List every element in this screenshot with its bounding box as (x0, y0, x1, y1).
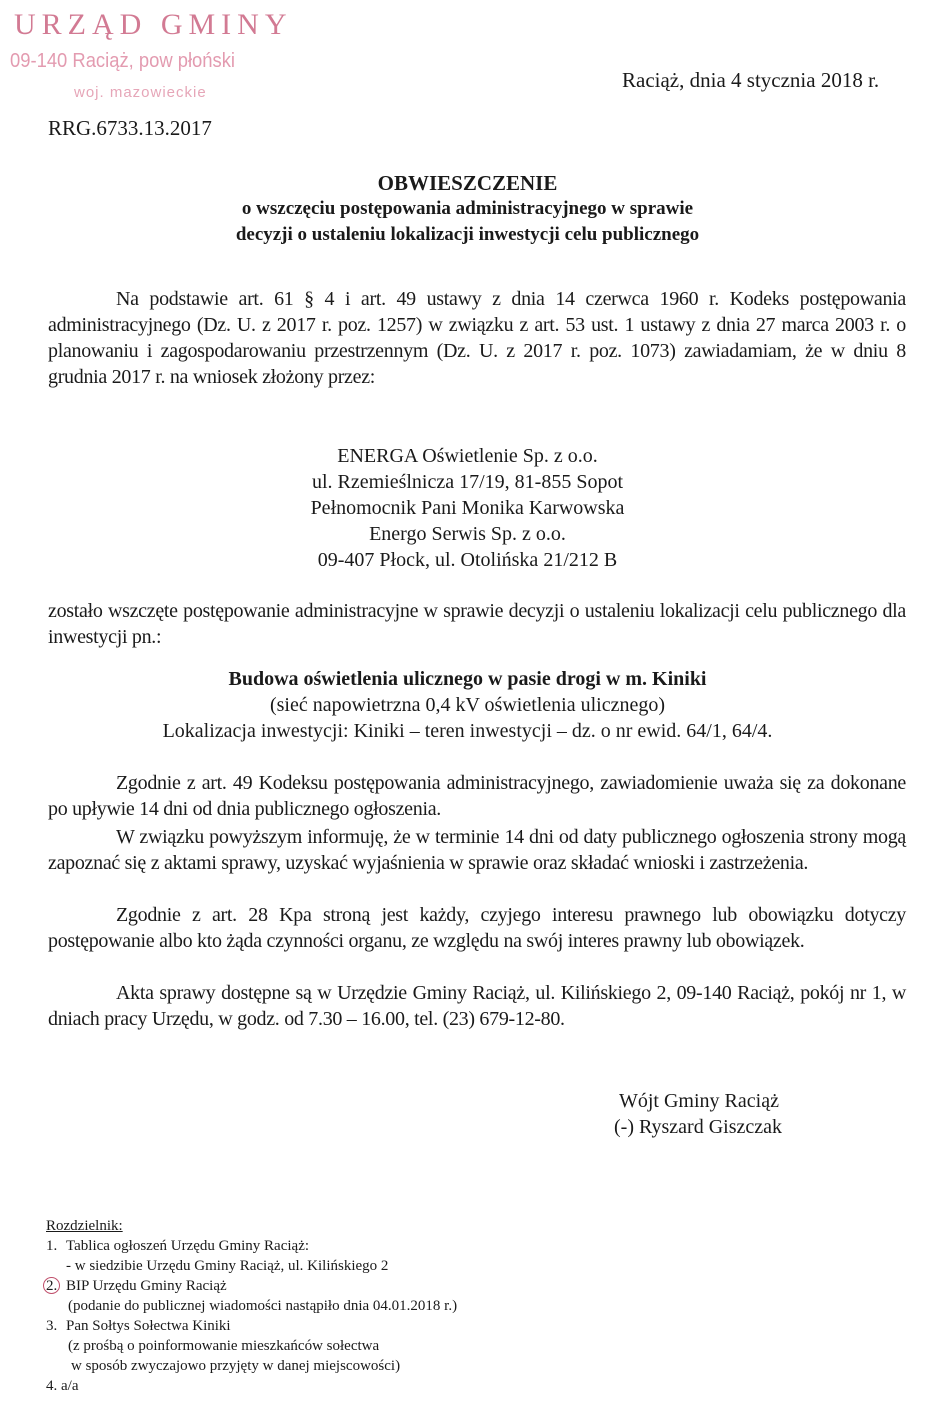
signatory-name: (-) Ryszard Giszczak (614, 1116, 783, 1138)
reference-number: RRG.6733.13.2017 (48, 116, 212, 140)
circled-item-number: 2. (46, 1276, 66, 1296)
item-text: Tablica ogłoszeń Urzędu Gminy Raciąż: (66, 1238, 310, 1254)
document-subtitle-1: o wszczęciu postępowania administracyjnego w sprawie (241, 198, 694, 219)
investment-location: Lokalizacja inwestycji: Kiniki – teren inwestycji – dz. o nr ewid. 64/1, 64/4. (162, 720, 773, 742)
applicant-line: Pełnomocnik Pani Monika Karwowska (310, 497, 625, 519)
document-title: OBWIESZCZENIE (377, 171, 558, 195)
item-text: a/a (61, 1378, 79, 1394)
distribution-subitem: w sposób zwyczajowo przyjęty w danej miejscowości) (71, 1358, 401, 1374)
distribution-heading: Rozdzielnik: (46, 1218, 123, 1234)
paragraph-access-text: W związku powyższym informuję, że w terminie 14 dni od daty publicznego ogłoszenia strony mogą zapoznać się z aktami sprawy, uzyskać wyjaśnienia w sprawie oraz składać wnioski i zastrzeżenia. (48, 826, 906, 874)
document-date: Raciąż, dnia 4 stycznia 2018 r. (622, 68, 880, 92)
stamp-line-3: woj. mazowieckie (74, 84, 207, 101)
item-text: Pan Sołtys Sołectwa Kiniki (66, 1318, 231, 1334)
item-number: 1. (46, 1238, 58, 1254)
paragraph-art28-text: Zgodnie z art. 28 Kpa stroną jest każdy, czyjego interesu prawnego lub obowiązku dotyczy postępowanie albo kto żąda czynności organu, ze względu na swój interes prawny lub obowiązek. (48, 904, 906, 952)
item-number: 3. (46, 1318, 58, 1334)
distribution-item (46, 1236, 457, 1256)
document-subtitle-2: decyzji o ustaleniu lokalizacji inwestycji celu publicznego (235, 224, 700, 245)
distribution-list (46, 1216, 457, 1396)
distribution-item (46, 1376, 457, 1396)
investment-detail: (sieć napowietrzna 0,4 kV oświetlenia ulicznego) (269, 694, 666, 716)
applicant-block (0, 443, 935, 573)
applicant-line: Energo Serwis Sp. z o.o. (369, 523, 566, 545)
signature-block (614, 1088, 782, 1140)
paragraph-files (48, 980, 906, 1032)
item-text: BIP Urzędu Gminy Raciąż (66, 1278, 227, 1294)
intro-paragraph (48, 286, 906, 390)
paragraph-files-text: Akta sprawy dostępne są w Urzędzie Gminy Raciąż, ul. Kilińskiego 2, 09-140 Raciąż, pokój nr 1, w dniach pracy Urzędu, w godz. od 7.30 – 16.00, tel. (23) 679-12-80. (48, 982, 906, 1030)
distribution-item (46, 1316, 457, 1336)
item-number: 4. (46, 1378, 58, 1394)
applicant-line: ul. Rzemieślnicza 17/19, 81-855 Sopot (311, 471, 624, 493)
distribution-subitem: - w siedzibie Urzędu Gminy Raciąż, ul. Kilińskiego 2 (66, 1258, 389, 1274)
paragraph-art49 (48, 770, 906, 822)
paragraph-art28 (48, 902, 906, 954)
stamp-line-2: 09-140 Raciąż, pow płoński (10, 50, 236, 72)
distribution-subitem: (z prośbą o poinformowanie mieszkańców sołectwa (68, 1338, 380, 1354)
document-title-block (0, 170, 935, 248)
intro-text: Na podstawie art. 61 § 4 i art. 49 ustawy z dnia 14 czerwca 1960 r. Kodeks postępowania administracyjnego (Dz. U. z 2017 r. poz. 1257) w związku z art. 53 ust. 1 ustawy z dnia 27 marca 2003 r. o planowaniu i zagospodarowaniu przestrzennym (Dz. U. z 2017 r. poz. 1073) zawiadamiam, że w dniu 8 grudnia 2017 r. na wniosek złożony przez: (48, 288, 906, 388)
distribution-item (46, 1276, 457, 1296)
applicant-line: ENERGA Oświetlenie Sp. z o.o. (337, 445, 598, 467)
paragraph-art49-text: Zgodnie z art. 49 Kodeksu postępowania administracyjnego, zawiadomienie uważa się za dokonane po upływie 14 dni od dnia publicznego ogłoszenia. (48, 772, 906, 820)
initiated-paragraph: zostało wszczęte postępowanie administracyjne w sprawie decyzji o ustaleniu lokalizacji celu publicznego dla inwestycji pn.: (48, 600, 906, 648)
distribution-subitem: (podanie do publicznej wiadomości nastąpiło dnia 04.01.2018 r.) (68, 1298, 458, 1314)
signatory-title: Wójt Gminy Raciąż (619, 1090, 779, 1112)
applicant-line: 09-407 Płock, ul. Otolińska 21/212 B (317, 549, 618, 571)
paragraph-access (48, 824, 906, 876)
investment-name: Budowa oświetlenia ulicznego w pasie drogi w m. Kiniki (228, 668, 707, 690)
investment-block (0, 666, 935, 744)
stamp-line-1: URZĄD GMINY (14, 8, 293, 41)
